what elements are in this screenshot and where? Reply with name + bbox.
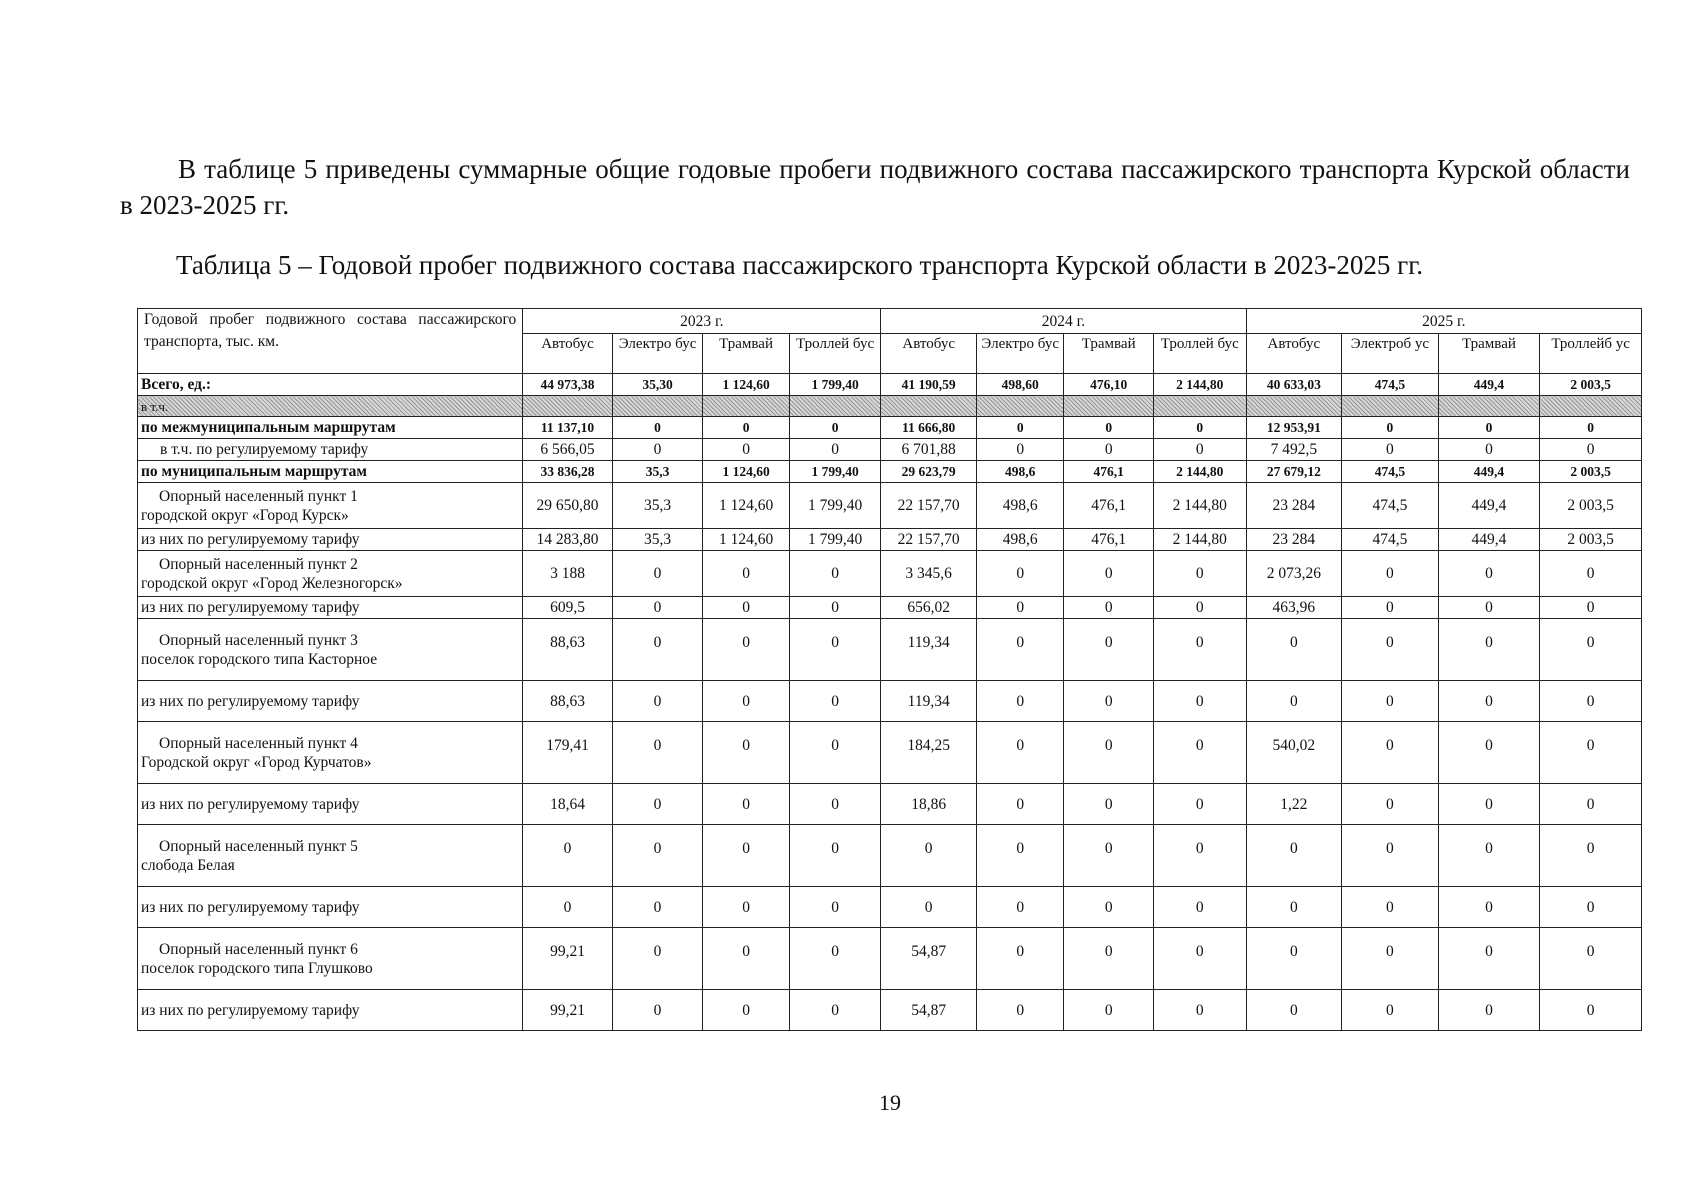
table-row <box>138 483 1642 529</box>
value-cell: 0 <box>1246 990 1342 1031</box>
value-cell: 0 <box>523 825 613 887</box>
value-cell: 119,34 <box>881 619 977 681</box>
value-cell: 0 <box>1540 619 1642 681</box>
row-label <box>138 928 523 990</box>
value-cell: 0 <box>1153 417 1246 439</box>
row-label-line: Опорный населенный пункт 4 <box>159 734 358 752</box>
row-label-line: Опорный населенный пункт 2 <box>159 555 358 573</box>
value-cell: 44 973,38 <box>523 374 613 396</box>
value-cell: 0 <box>1246 619 1342 681</box>
value-cell: 6 701,88 <box>881 439 977 461</box>
value-cell: 0 <box>1064 551 1154 597</box>
value-cell: 0 <box>1342 551 1439 597</box>
value-cell <box>789 396 881 417</box>
value-cell: 498,60 <box>976 374 1064 396</box>
value-cell: 0 <box>789 928 881 990</box>
value-cell: 0 <box>881 887 977 928</box>
value-cell: 0 <box>1438 551 1540 597</box>
value-cell: 0 <box>703 551 790 597</box>
value-cell: 0 <box>1153 597 1246 619</box>
vehicle-type-header: Автобус <box>881 334 977 374</box>
vehicle-type-header: Троллей бус <box>1153 334 1246 374</box>
row-label <box>138 439 523 461</box>
table-row <box>138 681 1642 722</box>
value-cell: 656,02 <box>881 597 977 619</box>
value-cell: 0 <box>789 784 881 825</box>
row-label <box>138 461 523 483</box>
row-label-line: поселок городского типа Глушково <box>141 959 373 977</box>
value-cell: 0 <box>612 825 703 887</box>
value-cell: 0 <box>1064 681 1154 722</box>
value-cell: 0 <box>1438 825 1540 887</box>
row-label <box>138 374 523 396</box>
value-cell: 0 <box>612 784 703 825</box>
value-cell: 0 <box>1064 417 1154 439</box>
value-cell: 0 <box>1540 722 1642 784</box>
value-cell: 449,4 <box>1438 529 1540 551</box>
value-cell: 0 <box>703 990 790 1031</box>
row-label-line: Опорный населенный пункт 5 <box>159 837 358 855</box>
value-cell: 449,4 <box>1438 461 1540 483</box>
row-label <box>138 887 523 928</box>
vehicle-type-header: Автобус <box>1246 334 1342 374</box>
row-label <box>138 784 523 825</box>
value-cell: 0 <box>1342 887 1439 928</box>
value-cell: 0 <box>976 619 1064 681</box>
value-cell: 1 124,60 <box>703 374 790 396</box>
value-cell <box>881 396 977 417</box>
value-cell: 88,63 <box>523 681 613 722</box>
value-cell: 0 <box>1153 619 1246 681</box>
table-row <box>138 825 1642 887</box>
row-label-line: Опорный населенный пункт 1 <box>159 487 358 505</box>
value-cell <box>523 396 613 417</box>
value-cell: 22 157,70 <box>881 483 977 529</box>
value-cell: 0 <box>1153 551 1246 597</box>
value-cell: 35,3 <box>612 529 703 551</box>
value-cell: 0 <box>976 597 1064 619</box>
value-cell: 0 <box>976 551 1064 597</box>
value-cell: 0 <box>976 928 1064 990</box>
value-cell: 0 <box>1540 825 1642 887</box>
value-cell: 609,5 <box>523 597 613 619</box>
value-cell: 2 003,5 <box>1540 483 1642 529</box>
value-cell: 14 283,80 <box>523 529 613 551</box>
value-cell: 0 <box>1064 722 1154 784</box>
mileage-table <box>137 308 1642 1031</box>
value-cell: 474,5 <box>1342 461 1439 483</box>
value-cell: 474,5 <box>1342 529 1439 551</box>
value-cell: 0 <box>1342 619 1439 681</box>
value-cell: 35,30 <box>612 374 703 396</box>
value-cell: 0 <box>1342 681 1439 722</box>
value-cell <box>1540 396 1642 417</box>
value-cell: 1 799,40 <box>789 483 881 529</box>
row-label-line: Опорный населенный пункт 6 <box>159 940 358 958</box>
row-label <box>138 722 523 784</box>
value-cell: 0 <box>1064 439 1154 461</box>
row-label-line: Опорный населенный пункт 3 <box>159 631 358 649</box>
value-cell: 0 <box>1438 990 1540 1031</box>
vehicle-type-header: Трамвай <box>1064 334 1154 374</box>
value-cell: 6 566,05 <box>523 439 613 461</box>
value-cell: 0 <box>1540 784 1642 825</box>
value-cell: 0 <box>1342 722 1439 784</box>
value-cell: 0 <box>612 551 703 597</box>
value-cell: 0 <box>1342 417 1439 439</box>
row-label-line: из них по регулируемому тарифу <box>141 531 360 548</box>
row-label-line: поселок городского типа Касторное <box>141 650 378 668</box>
row-label-line: из них по регулируемому тарифу <box>141 795 360 813</box>
value-cell: 1 124,60 <box>703 529 790 551</box>
vehicle-type-header: Трамвай <box>1438 334 1540 374</box>
value-cell: 1 799,40 <box>789 374 881 396</box>
value-cell: 2 073,26 <box>1246 551 1342 597</box>
value-cell: 0 <box>789 681 881 722</box>
value-cell: 0 <box>1342 439 1439 461</box>
value-cell: 0 <box>703 887 790 928</box>
value-cell: 0 <box>703 928 790 990</box>
value-cell: 0 <box>789 439 881 461</box>
value-cell: 476,1 <box>1064 461 1154 483</box>
value-cell: 0 <box>1438 597 1540 619</box>
value-cell: 0 <box>1064 619 1154 681</box>
value-cell: 0 <box>612 722 703 784</box>
value-cell: 1,22 <box>1246 784 1342 825</box>
value-cell: 0 <box>1342 990 1439 1031</box>
value-cell: 1 799,40 <box>789 529 881 551</box>
value-cell: 476,10 <box>1064 374 1154 396</box>
value-cell: 0 <box>976 681 1064 722</box>
value-cell: 1 799,40 <box>789 461 881 483</box>
value-cell: 2 144,80 <box>1153 461 1246 483</box>
value-cell: 0 <box>612 597 703 619</box>
value-cell: 0 <box>789 417 881 439</box>
value-cell: 119,34 <box>881 681 977 722</box>
row-label <box>138 396 523 417</box>
value-cell: 33 836,28 <box>523 461 613 483</box>
row-label <box>138 597 523 619</box>
row-label-line: в т.ч. по регулируемому тарифу <box>160 441 369 458</box>
value-cell: 474,5 <box>1342 483 1439 529</box>
row-label-line: городской округ «Город Железногорск» <box>141 574 403 592</box>
value-cell: 1 124,60 <box>703 461 790 483</box>
value-cell: 0 <box>1153 887 1246 928</box>
value-cell: 0 <box>1438 619 1540 681</box>
value-cell: 0 <box>1153 825 1246 887</box>
value-cell: 0 <box>703 439 790 461</box>
value-cell: 2 003,5 <box>1540 374 1642 396</box>
value-cell: 449,4 <box>1438 374 1540 396</box>
value-cell: 2 003,5 <box>1540 529 1642 551</box>
table-row <box>138 461 1642 483</box>
year-header-2023: 2023 г. <box>523 309 881 334</box>
value-cell: 0 <box>1540 417 1642 439</box>
value-cell: 0 <box>1438 887 1540 928</box>
row-label-line: по межмуниципальным маршрутам <box>141 419 396 436</box>
value-cell: 0 <box>1064 887 1154 928</box>
value-cell: 0 <box>703 825 790 887</box>
table-row <box>138 529 1642 551</box>
row-label <box>138 825 523 887</box>
value-cell: 0 <box>1438 928 1540 990</box>
row-label-line: Городской округ «Город Курчатов» <box>141 753 372 771</box>
value-cell: 0 <box>976 887 1064 928</box>
value-cell: 0 <box>1064 784 1154 825</box>
value-cell: 0 <box>703 722 790 784</box>
value-cell: 0 <box>976 417 1064 439</box>
value-cell: 2 144,80 <box>1153 374 1246 396</box>
year-header-2025: 2025 г. <box>1246 309 1641 334</box>
value-cell: 476,1 <box>1064 483 1154 529</box>
value-cell: 0 <box>612 990 703 1031</box>
value-cell: 0 <box>789 887 881 928</box>
value-cell: 88,63 <box>523 619 613 681</box>
value-cell <box>1064 396 1154 417</box>
value-cell: 12 953,91 <box>1246 417 1342 439</box>
value-cell: 0 <box>976 722 1064 784</box>
table-row <box>138 928 1642 990</box>
value-cell: 0 <box>1064 928 1154 990</box>
value-cell: 1 124,60 <box>703 483 790 529</box>
table-row <box>138 417 1642 439</box>
value-cell: 0 <box>789 551 881 597</box>
value-cell: 0 <box>976 784 1064 825</box>
value-cell: 23 284 <box>1246 483 1342 529</box>
value-cell: 99,21 <box>523 990 613 1031</box>
row-label <box>138 529 523 551</box>
value-cell: 0 <box>612 928 703 990</box>
value-cell: 0 <box>1064 990 1154 1031</box>
value-cell: 99,21 <box>523 928 613 990</box>
value-cell: 0 <box>1153 722 1246 784</box>
value-cell: 0 <box>523 887 613 928</box>
value-cell: 0 <box>881 825 977 887</box>
value-cell <box>612 396 703 417</box>
vehicle-type-header: Автобус <box>523 334 613 374</box>
value-cell: 0 <box>612 681 703 722</box>
value-cell: 3 188 <box>523 551 613 597</box>
table-caption: Таблица 5 – Годовой пробег подвижного состава пассажирского транспорта Курской области в 2023-2025 гг. <box>176 250 1424 280</box>
table-row <box>138 887 1642 928</box>
value-cell: 0 <box>976 439 1064 461</box>
value-cell: 0 <box>789 619 881 681</box>
value-cell: 449,4 <box>1438 483 1540 529</box>
value-cell <box>1246 396 1342 417</box>
value-cell: 18,64 <box>523 784 613 825</box>
value-cell: 0 <box>1064 825 1154 887</box>
value-cell: 0 <box>789 990 881 1031</box>
vehicle-type-header: Электро бус <box>612 334 703 374</box>
table-row <box>138 619 1642 681</box>
vehicle-type-header: Трамвай <box>703 334 790 374</box>
value-cell: 0 <box>703 681 790 722</box>
row-label-line: из них по регулируемому тарифу <box>141 1001 360 1019</box>
value-cell: 498,6 <box>976 483 1064 529</box>
value-cell: 0 <box>1540 681 1642 722</box>
vehicle-type-header: Электро бус <box>976 334 1064 374</box>
row-label-line: в т.ч. <box>141 398 169 414</box>
table-row <box>138 990 1642 1031</box>
value-cell: 474,5 <box>1342 374 1439 396</box>
value-cell: 0 <box>1342 825 1439 887</box>
value-cell: 11 137,10 <box>523 417 613 439</box>
value-cell: 54,87 <box>881 928 977 990</box>
value-cell: 0 <box>1153 681 1246 722</box>
value-cell: 0 <box>703 417 790 439</box>
row-label <box>138 990 523 1031</box>
value-cell: 0 <box>789 825 881 887</box>
value-cell <box>1342 396 1439 417</box>
table-row <box>138 784 1642 825</box>
row-label-line: Всего, ед.: <box>141 376 211 393</box>
value-cell: 0 <box>703 619 790 681</box>
value-cell: 179,41 <box>523 722 613 784</box>
value-cell: 0 <box>1153 439 1246 461</box>
value-cell: 0 <box>1342 928 1439 990</box>
table-row <box>138 551 1642 597</box>
value-cell: 2 003,5 <box>1540 461 1642 483</box>
row-label-line: из них по регулируемому тарифу <box>141 599 360 616</box>
value-cell: 0 <box>1540 551 1642 597</box>
year-header-2024: 2024 г. <box>881 309 1246 334</box>
table-row <box>138 374 1642 396</box>
value-cell: 498,6 <box>976 529 1064 551</box>
table-row <box>138 597 1642 619</box>
value-cell: 476,1 <box>1064 529 1154 551</box>
value-cell: 23 284 <box>1246 529 1342 551</box>
value-cell <box>1438 396 1540 417</box>
value-cell: 0 <box>703 597 790 619</box>
value-cell: 40 633,03 <box>1246 374 1342 396</box>
value-cell: 498,6 <box>976 461 1064 483</box>
value-cell: 0 <box>1540 887 1642 928</box>
value-cell: 11 666,80 <box>881 417 977 439</box>
value-cell: 29 623,79 <box>881 461 977 483</box>
table-row <box>138 722 1642 784</box>
value-cell: 0 <box>1342 784 1439 825</box>
row-label-line: из них по регулируемому тарифу <box>141 898 360 916</box>
intro-paragraph: В таблице 5 приведены суммарные общие годовые пробеги подвижного состава пассажирского транспорта Курской области в 2023-2025 гг. <box>120 154 1630 220</box>
value-cell: 0 <box>789 722 881 784</box>
value-cell: 0 <box>612 439 703 461</box>
value-cell: 0 <box>1540 928 1642 990</box>
header-label-cell: Годовой пробег подвижного состава пассажирского транспорта, тыс. км. <box>138 309 523 374</box>
value-cell: 0 <box>1153 928 1246 990</box>
value-cell: 0 <box>976 825 1064 887</box>
value-cell: 22 157,70 <box>881 529 977 551</box>
value-cell: 184,25 <box>881 722 977 784</box>
vehicle-type-header: Троллейб ус <box>1540 334 1642 374</box>
value-cell: 0 <box>1246 681 1342 722</box>
value-cell: 29 650,80 <box>523 483 613 529</box>
value-cell: 35,3 <box>612 483 703 529</box>
value-cell: 0 <box>1153 784 1246 825</box>
value-cell: 0 <box>1342 597 1439 619</box>
value-cell: 0 <box>1540 439 1642 461</box>
value-cell: 2 144,80 <box>1153 483 1246 529</box>
value-cell: 41 190,59 <box>881 374 977 396</box>
value-cell: 54,87 <box>881 990 977 1031</box>
row-label <box>138 619 523 681</box>
value-cell: 0 <box>789 597 881 619</box>
value-cell: 3 345,6 <box>881 551 977 597</box>
value-cell: 35,3 <box>612 461 703 483</box>
row-label <box>138 483 523 529</box>
page-number: 19 <box>879 1090 901 1115</box>
vehicle-type-header: Троллей бус <box>789 334 881 374</box>
value-cell: 0 <box>612 417 703 439</box>
value-cell: 0 <box>1540 990 1642 1031</box>
value-cell: 0 <box>1438 722 1540 784</box>
value-cell: 0 <box>1246 825 1342 887</box>
row-label-line: слобода Белая <box>141 856 235 874</box>
row-label <box>138 417 523 439</box>
value-cell: 463,96 <box>1246 597 1342 619</box>
vehicle-type-header: Электроб ус <box>1342 334 1439 374</box>
table-row <box>138 439 1642 461</box>
value-cell: 0 <box>1064 597 1154 619</box>
value-cell <box>1153 396 1246 417</box>
table-row <box>138 396 1642 417</box>
value-cell: 7 492,5 <box>1246 439 1342 461</box>
row-label-line: городской округ «Город Курск» <box>141 506 349 524</box>
value-cell: 0 <box>1438 417 1540 439</box>
value-cell: 0 <box>703 784 790 825</box>
value-cell: 0 <box>1246 928 1342 990</box>
value-cell: 0 <box>1540 597 1642 619</box>
row-label-line: из них по регулируемому тарифу <box>141 692 360 710</box>
value-cell: 0 <box>612 887 703 928</box>
value-cell <box>976 396 1064 417</box>
value-cell: 0 <box>612 619 703 681</box>
row-label <box>138 551 523 597</box>
value-cell: 18,86 <box>881 784 977 825</box>
value-cell: 0 <box>1246 887 1342 928</box>
value-cell: 27 679,12 <box>1246 461 1342 483</box>
value-cell: 0 <box>1438 681 1540 722</box>
row-label <box>138 681 523 722</box>
row-label-line: по муниципальным маршрутам <box>141 463 367 480</box>
value-cell <box>703 396 790 417</box>
value-cell: 0 <box>976 990 1064 1031</box>
value-cell: 540,02 <box>1246 722 1342 784</box>
table-header-years <box>138 309 1642 334</box>
value-cell: 0 <box>1438 784 1540 825</box>
value-cell: 0 <box>1153 990 1246 1031</box>
value-cell: 0 <box>1438 439 1540 461</box>
value-cell: 2 144,80 <box>1153 529 1246 551</box>
